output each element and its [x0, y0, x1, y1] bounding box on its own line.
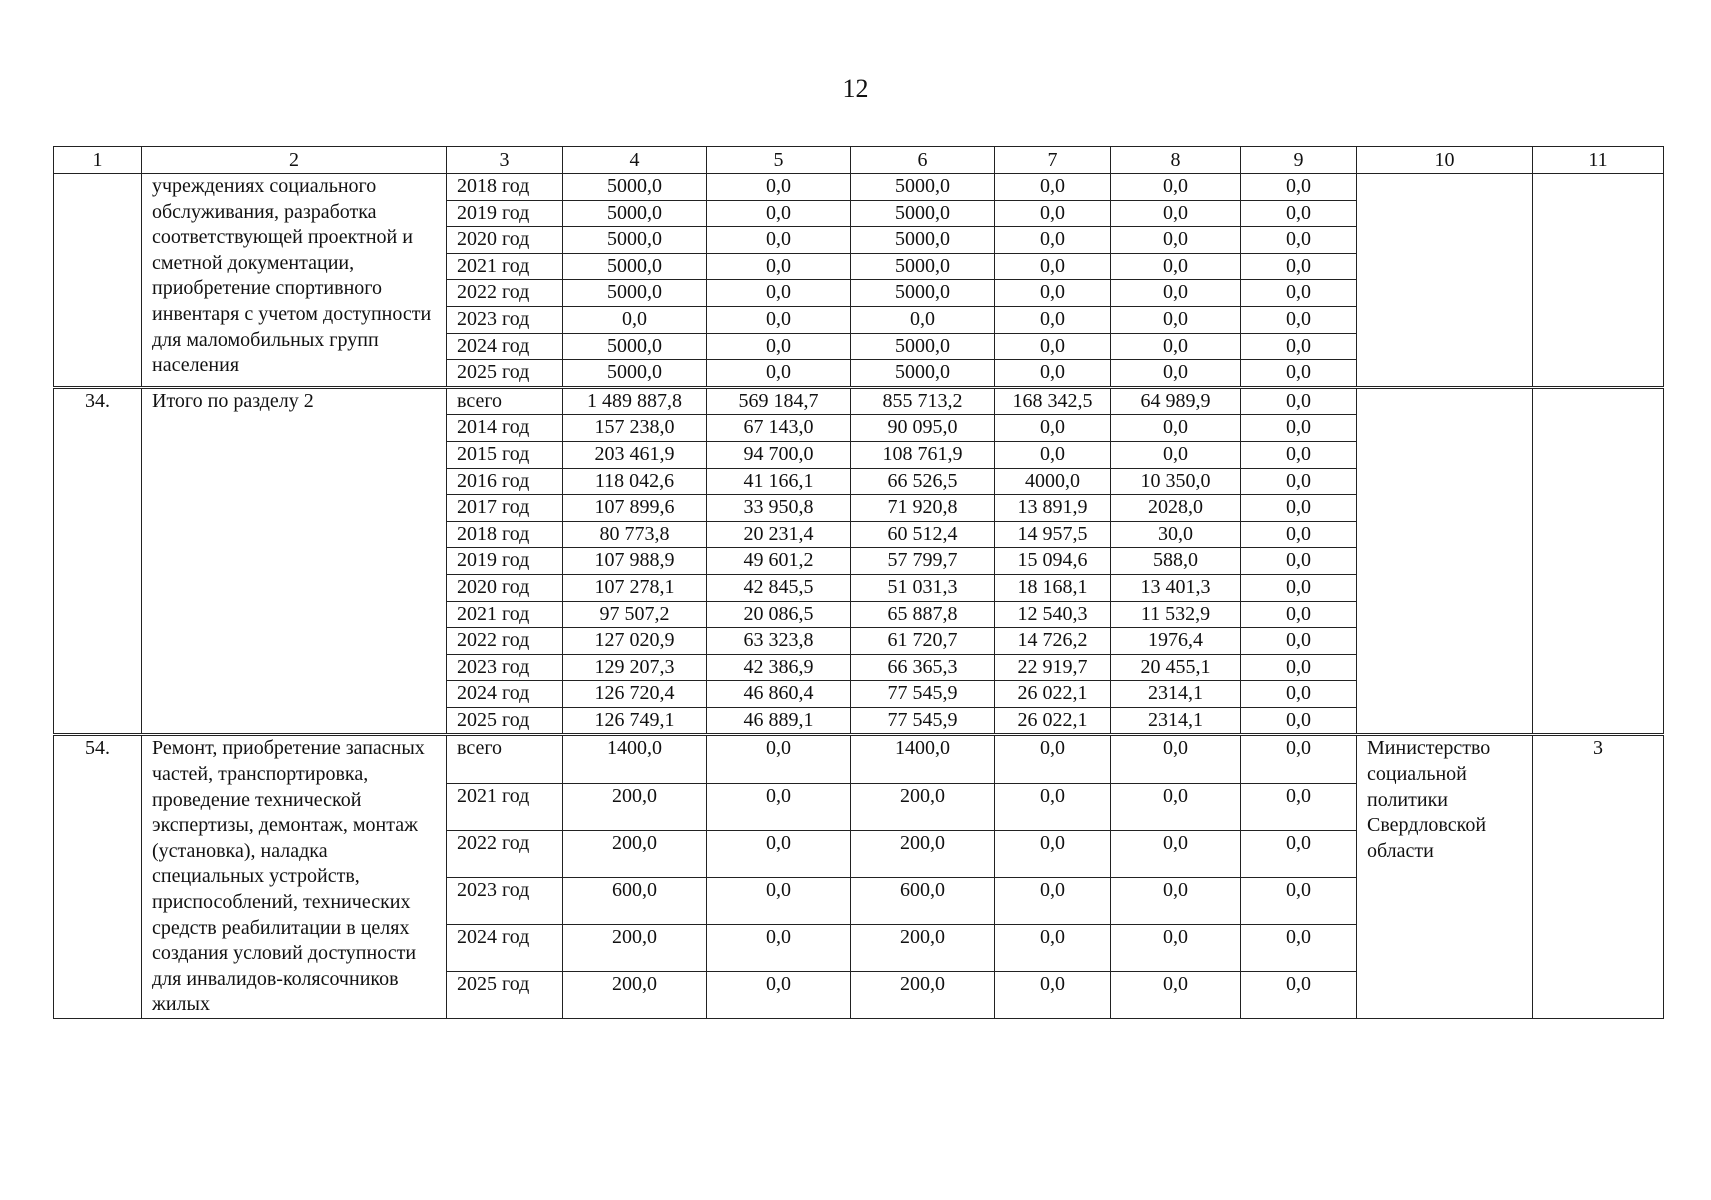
table-row [54, 735, 1664, 784]
header-cell: 3 [447, 147, 563, 174]
amount-cell: 0,0 [995, 227, 1111, 254]
header-cell: 5 [707, 147, 851, 174]
amount-cell: 0,0 [1241, 574, 1357, 601]
row-number [54, 174, 142, 388]
period-cell: 2023 год [447, 306, 563, 333]
amount-cell: 33 950,8 [707, 495, 851, 522]
amount-cell: 200,0 [563, 972, 707, 1019]
period-cell: 2022 год [447, 831, 563, 878]
period-cell: 2020 год [447, 574, 563, 601]
amount-cell: 20 455,1 [1111, 654, 1241, 681]
amount-cell: 22 919,7 [995, 654, 1111, 681]
amount-cell: 0,0 [707, 306, 851, 333]
period-cell: 2019 год [447, 548, 563, 575]
target-indicator: 3 [1533, 735, 1664, 1019]
period-cell: 2023 год [447, 878, 563, 925]
period-cell: 2024 год [447, 925, 563, 972]
amount-cell: 0,0 [1111, 174, 1241, 201]
amount-cell: 0,0 [995, 333, 1111, 360]
amount-cell: 0,0 [1111, 360, 1241, 388]
amount-cell: 10 350,0 [1111, 468, 1241, 495]
header-cell: 10 [1357, 147, 1533, 174]
amount-cell: 5000,0 [851, 280, 995, 307]
amount-cell: 0,0 [1241, 360, 1357, 388]
amount-cell: 168 342,5 [995, 387, 1111, 415]
amount-cell: 0,0 [995, 784, 1111, 831]
amount-cell: 5000,0 [563, 253, 707, 280]
amount-cell: 200,0 [563, 925, 707, 972]
amount-cell: 1400,0 [851, 735, 995, 784]
amount-cell: 0,0 [1241, 200, 1357, 227]
amount-cell: 46 860,4 [707, 681, 851, 708]
amount-cell: 5000,0 [851, 360, 995, 388]
amount-cell: 0,0 [1111, 925, 1241, 972]
amount-cell: 0,0 [707, 333, 851, 360]
amount-cell: 0,0 [707, 280, 851, 307]
period-cell: всего [447, 735, 563, 784]
amount-cell: 0,0 [1111, 878, 1241, 925]
amount-cell: 51 031,3 [851, 574, 995, 601]
amount-cell: 0,0 [1241, 227, 1357, 254]
period-cell: 2020 год [447, 227, 563, 254]
amount-cell: 0,0 [1111, 333, 1241, 360]
amount-cell: 126 720,4 [563, 681, 707, 708]
period-cell: 2019 год [447, 200, 563, 227]
amount-cell: 0,0 [1241, 878, 1357, 925]
period-cell: 2018 год [447, 521, 563, 548]
amount-cell: 0,0 [1241, 601, 1357, 628]
amount-cell: 0,0 [1241, 333, 1357, 360]
period-cell: 2025 год [447, 360, 563, 388]
amount-cell: 30,0 [1111, 521, 1241, 548]
amount-cell: 0,0 [1241, 707, 1357, 735]
amount-cell: 1976,4 [1111, 628, 1241, 655]
amount-cell: 41 166,1 [707, 468, 851, 495]
period-cell: 2016 год [447, 468, 563, 495]
amount-cell: 600,0 [563, 878, 707, 925]
header-cell: 6 [851, 147, 995, 174]
amount-cell: 0,0 [707, 925, 851, 972]
header-cell: 9 [1241, 147, 1357, 174]
amount-cell: 13 891,9 [995, 495, 1111, 522]
amount-cell: 0,0 [995, 253, 1111, 280]
period-cell: 2014 год [447, 415, 563, 442]
period-cell: 2021 год [447, 601, 563, 628]
amount-cell: 129 207,3 [563, 654, 707, 681]
amount-cell: 0,0 [1241, 441, 1357, 468]
amount-cell: 127 020,9 [563, 628, 707, 655]
amount-cell: 0,0 [1111, 784, 1241, 831]
amount-cell: 203 461,9 [563, 441, 707, 468]
header-cell: 4 [563, 147, 707, 174]
period-cell: 2022 год [447, 628, 563, 655]
amount-cell: 0,0 [1241, 784, 1357, 831]
amount-cell: 67 143,0 [707, 415, 851, 442]
amount-cell: 42 845,5 [707, 574, 851, 601]
amount-cell: 57 799,7 [851, 548, 995, 575]
responsible-executor [1357, 387, 1533, 735]
amount-cell: 20 086,5 [707, 601, 851, 628]
amount-cell: 200,0 [851, 831, 995, 878]
amount-cell: 63 323,8 [707, 628, 851, 655]
page-number: 12 [842, 74, 869, 103]
measure-description: учреждениях социального обслуживания, разработка соответствующей проектной и сметной документации, приобретение спортивного инвентаря с учетом доступности для маломобильных групп населения [142, 174, 447, 388]
amount-cell: 0,0 [1241, 306, 1357, 333]
amount-cell: 0,0 [1111, 972, 1241, 1019]
period-cell: 2024 год [447, 333, 563, 360]
amount-cell: 0,0 [995, 972, 1111, 1019]
row-number: 54. [54, 735, 142, 1019]
responsible-executor: Министерство социальной политики Свердловской области [1357, 735, 1533, 1019]
amount-cell: 0,0 [1241, 174, 1357, 201]
amount-cell: 0,0 [995, 831, 1111, 878]
amount-cell: 71 920,8 [851, 495, 995, 522]
header-cell: 8 [1111, 147, 1241, 174]
amount-cell: 0,0 [707, 227, 851, 254]
amount-cell: 0,0 [563, 306, 707, 333]
amount-cell: 5000,0 [563, 280, 707, 307]
amount-cell: 0,0 [995, 415, 1111, 442]
amount-cell: 14 957,5 [995, 521, 1111, 548]
amount-cell: 0,0 [995, 174, 1111, 201]
amount-cell: 0,0 [707, 735, 851, 784]
amount-cell: 0,0 [707, 878, 851, 925]
amount-cell: 5000,0 [851, 174, 995, 201]
measure-description: Итого по разделу 2 [142, 387, 447, 735]
amount-cell: 0,0 [1111, 415, 1241, 442]
amount-cell: 0,0 [995, 925, 1111, 972]
amount-cell: 0,0 [1111, 280, 1241, 307]
amount-cell: 65 887,8 [851, 601, 995, 628]
amount-cell: 26 022,1 [995, 707, 1111, 735]
amount-cell: 0,0 [995, 878, 1111, 925]
amount-cell: 15 094,6 [995, 548, 1111, 575]
amount-cell: 0,0 [707, 360, 851, 388]
amount-cell: 66 365,3 [851, 654, 995, 681]
header-cell: 1 [54, 147, 142, 174]
amount-cell: 200,0 [563, 831, 707, 878]
amount-cell: 0,0 [1111, 735, 1241, 784]
amount-cell: 4000,0 [995, 468, 1111, 495]
amount-cell: 200,0 [851, 925, 995, 972]
amount-cell: 0,0 [995, 360, 1111, 388]
amount-cell: 0,0 [707, 831, 851, 878]
period-cell: 2024 год [447, 681, 563, 708]
amount-cell: 0,0 [995, 280, 1111, 307]
amount-cell: 855 713,2 [851, 387, 995, 415]
table-row [54, 174, 1664, 201]
amount-cell: 5000,0 [851, 227, 995, 254]
amount-cell: 14 726,2 [995, 628, 1111, 655]
amount-cell: 61 720,7 [851, 628, 995, 655]
amount-cell: 94 700,0 [707, 441, 851, 468]
amount-cell: 0,0 [707, 253, 851, 280]
amount-cell: 97 507,2 [563, 601, 707, 628]
row-number: 34. [54, 387, 142, 735]
amount-cell: 66 526,5 [851, 468, 995, 495]
target-indicator [1533, 387, 1664, 735]
amount-cell: 118 042,6 [563, 468, 707, 495]
amount-cell: 0,0 [1111, 253, 1241, 280]
amount-cell: 0,0 [1241, 735, 1357, 784]
amount-cell: 0,0 [1241, 495, 1357, 522]
amount-cell: 0,0 [1241, 654, 1357, 681]
amount-cell: 5000,0 [563, 360, 707, 388]
amount-cell: 107 278,1 [563, 574, 707, 601]
header-cell: 7 [995, 147, 1111, 174]
header-cell: 11 [1533, 147, 1664, 174]
amount-cell: 26 022,1 [995, 681, 1111, 708]
amount-cell: 0,0 [1241, 548, 1357, 575]
budget-table [53, 146, 1664, 1019]
target-indicator [1533, 174, 1664, 388]
amount-cell: 77 545,9 [851, 681, 995, 708]
amount-cell: 0,0 [995, 200, 1111, 227]
header-cell: 2 [142, 147, 447, 174]
period-cell: 2015 год [447, 441, 563, 468]
amount-cell: 1400,0 [563, 735, 707, 784]
amount-cell: 0,0 [707, 200, 851, 227]
amount-cell: 0,0 [707, 972, 851, 1019]
amount-cell: 0,0 [995, 735, 1111, 784]
amount-cell: 0,0 [1241, 628, 1357, 655]
period-cell: 2025 год [447, 707, 563, 735]
amount-cell: 1 489 887,8 [563, 387, 707, 415]
amount-cell: 108 761,9 [851, 441, 995, 468]
amount-cell: 5000,0 [563, 200, 707, 227]
amount-cell: 0,0 [995, 306, 1111, 333]
period-cell: 2017 год [447, 495, 563, 522]
amount-cell: 0,0 [1241, 387, 1357, 415]
amount-cell: 0,0 [1111, 441, 1241, 468]
period-cell: 2025 год [447, 972, 563, 1019]
period-cell: 2021 год [447, 784, 563, 831]
amount-cell: 0,0 [1111, 200, 1241, 227]
header-row [54, 147, 1664, 174]
amount-cell: 5000,0 [563, 333, 707, 360]
amount-cell: 0,0 [1241, 925, 1357, 972]
amount-cell: 107 988,9 [563, 548, 707, 575]
amount-cell: 20 231,4 [707, 521, 851, 548]
amount-cell: 5000,0 [851, 333, 995, 360]
amount-cell: 0,0 [1111, 831, 1241, 878]
amount-cell: 2314,1 [1111, 681, 1241, 708]
amount-cell: 0,0 [1111, 306, 1241, 333]
amount-cell: 0,0 [707, 174, 851, 201]
amount-cell: 569 184,7 [707, 387, 851, 415]
amount-cell: 0,0 [1241, 253, 1357, 280]
amount-cell: 5000,0 [563, 174, 707, 201]
amount-cell: 0,0 [1241, 521, 1357, 548]
amount-cell: 49 601,2 [707, 548, 851, 575]
period-cell: 2018 год [447, 174, 563, 201]
amount-cell: 107 899,6 [563, 495, 707, 522]
amount-cell: 11 532,9 [1111, 601, 1241, 628]
amount-cell: 60 512,4 [851, 521, 995, 548]
amount-cell: 2028,0 [1111, 495, 1241, 522]
amount-cell: 157 238,0 [563, 415, 707, 442]
amount-cell: 0,0 [1241, 681, 1357, 708]
amount-cell: 13 401,3 [1111, 574, 1241, 601]
measure-description: Ремонт, приобретение запасных частей, транспортировка, проведение технической экспертизы, демонтаж, монтаж (установка), наладка специальных устройств, приспособлений, технических средств реабилитации в целях создания условий доступности для инвалидов-колясочников жилых [142, 735, 447, 1019]
amount-cell: 64 989,9 [1111, 387, 1241, 415]
amount-cell: 0,0 [1241, 831, 1357, 878]
responsible-executor [1357, 174, 1533, 388]
period-cell: 2023 год [447, 654, 563, 681]
amount-cell: 5000,0 [851, 200, 995, 227]
amount-cell: 80 773,8 [563, 521, 707, 548]
amount-cell: 0,0 [995, 441, 1111, 468]
amount-cell: 0,0 [1241, 468, 1357, 495]
amount-cell: 46 889,1 [707, 707, 851, 735]
amount-cell: 588,0 [1111, 548, 1241, 575]
amount-cell: 2314,1 [1111, 707, 1241, 735]
period-cell: 2021 год [447, 253, 563, 280]
amount-cell: 5000,0 [563, 227, 707, 254]
period-cell: 2022 год [447, 280, 563, 307]
amount-cell: 0,0 [1241, 415, 1357, 442]
amount-cell: 600,0 [851, 878, 995, 925]
amount-cell: 126 749,1 [563, 707, 707, 735]
amount-cell: 42 386,9 [707, 654, 851, 681]
amount-cell: 0,0 [851, 306, 995, 333]
amount-cell: 5000,0 [851, 253, 995, 280]
amount-cell: 0,0 [1111, 227, 1241, 254]
amount-cell: 0,0 [1241, 972, 1357, 1019]
amount-cell: 12 540,3 [995, 601, 1111, 628]
amount-cell: 0,0 [1241, 280, 1357, 307]
amount-cell: 0,0 [707, 784, 851, 831]
table-body [54, 147, 1664, 1019]
amount-cell: 200,0 [563, 784, 707, 831]
period-cell: всего [447, 387, 563, 415]
amount-cell: 90 095,0 [851, 415, 995, 442]
table-row [54, 387, 1664, 415]
amount-cell: 18 168,1 [995, 574, 1111, 601]
amount-cell: 200,0 [851, 972, 995, 1019]
amount-cell: 200,0 [851, 784, 995, 831]
amount-cell: 77 545,9 [851, 707, 995, 735]
